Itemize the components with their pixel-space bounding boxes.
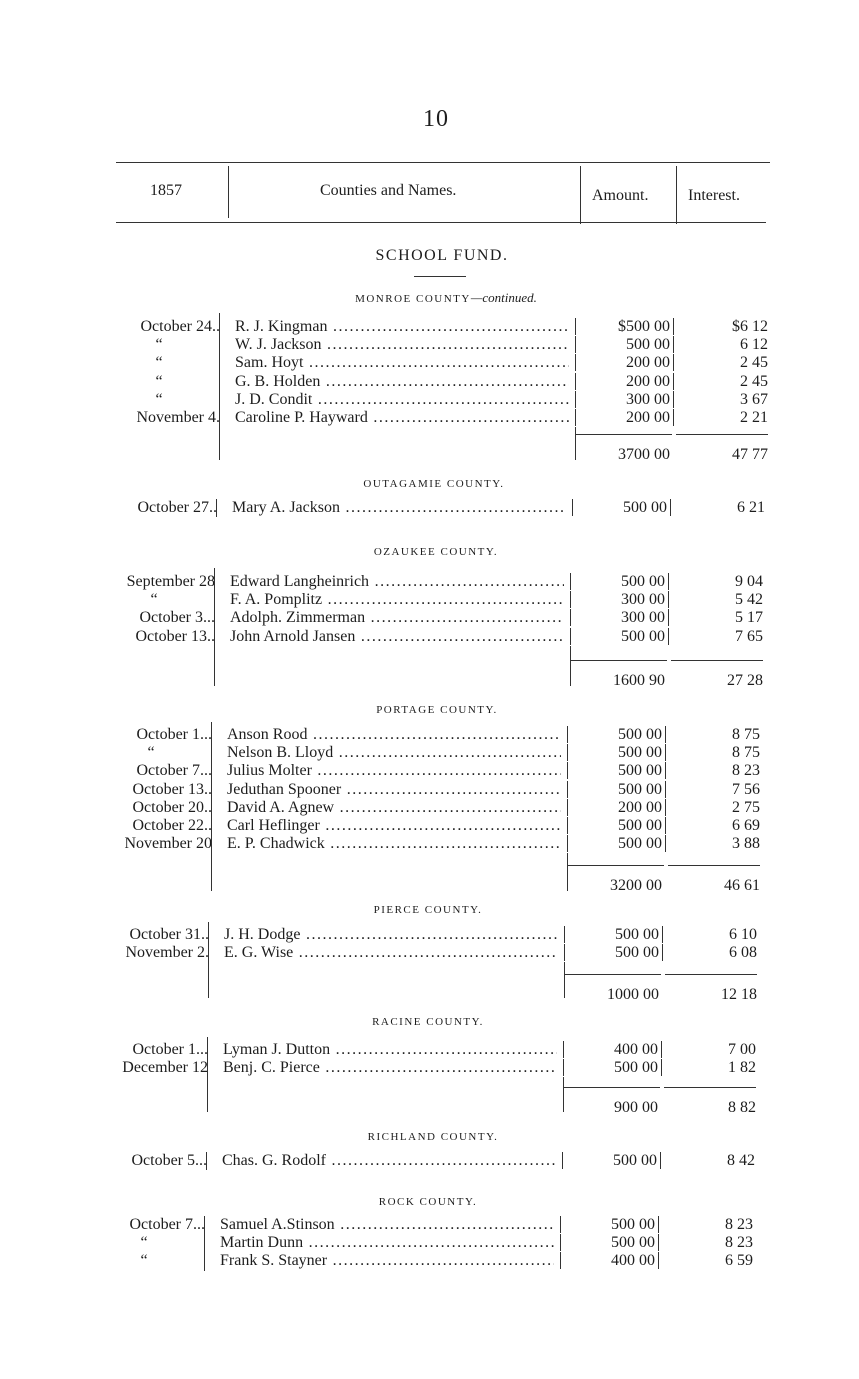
entry-date: November 2. [125, 944, 209, 962]
column-rule [575, 409, 576, 426]
header-names: Counties and Names. [320, 182, 457, 199]
header-interest: Interest. [688, 187, 740, 204]
column-rule [207, 1037, 208, 1112]
column-rule [563, 1041, 564, 1058]
ledger-row [0, 1152, 859, 1170]
entry-interest: 6 59 [725, 1252, 753, 1270]
entry-date: October 13.. [135, 627, 215, 645]
entry-name: Adolph. Zimmerman ..... [230, 609, 564, 627]
entry-interest: 5 17 [735, 609, 763, 627]
ledger-row [0, 391, 859, 409]
column-rule [665, 817, 666, 834]
column-rule [567, 762, 568, 779]
column-rule [575, 427, 576, 460]
header-rule-bottom [116, 222, 766, 223]
entry-amount: 500 00 [621, 573, 665, 590]
entry-amount: 500 00 [618, 835, 662, 853]
column-rule [564, 944, 565, 961]
total-amount: 1600 90 [613, 672, 665, 689]
column-rule [219, 313, 220, 460]
column-rule [560, 1234, 561, 1251]
entry-amount: 500 00 [618, 726, 662, 743]
column-rule [575, 373, 576, 390]
column-rule [575, 336, 576, 353]
ledger-row [0, 926, 859, 944]
county-heading [228, 904, 628, 916]
total-interest: 46 61 [724, 877, 760, 894]
county-name: RACINE COUNTY. [372, 1016, 484, 1028]
entry-interest: 8 23 [725, 1216, 753, 1233]
column-rule [665, 744, 666, 761]
column-rule [572, 499, 573, 516]
entry-name: E. P. Chadwick ..... [227, 835, 561, 853]
column-rule [665, 762, 666, 779]
entry-name: Nelson B. Lloyd ..... [227, 744, 561, 762]
total-rule [668, 865, 760, 866]
header-rule-top [116, 162, 770, 163]
entry-name: John Arnold Jansen ..... [230, 628, 564, 646]
column-rule [567, 744, 568, 761]
column-rule [570, 573, 571, 590]
column-rule [567, 781, 568, 798]
entry-amount: 500 00 [618, 762, 662, 780]
county-heading [228, 1196, 628, 1208]
entry-amount: 500 00 [614, 1059, 658, 1077]
column-rule [658, 1216, 659, 1233]
entry-amount: 300 00 [621, 591, 665, 609]
entry-amount: 500 00 [615, 926, 659, 943]
header-year: 1857 [150, 182, 182, 199]
column-rule [567, 835, 568, 852]
entry-name: Edward Langheinrich ..... [230, 573, 564, 591]
total-amount: 900 00 [614, 1099, 658, 1116]
entry-interest: 7 00 [728, 1041, 756, 1058]
column-rule [214, 568, 215, 686]
entry-name: Jeduthan Spooner ..... [227, 781, 561, 799]
ledger-row [0, 499, 859, 517]
ledger-row [0, 354, 859, 372]
column-rule [673, 409, 674, 426]
header-divider [676, 166, 677, 224]
column-rule [673, 373, 674, 390]
column-rule [665, 726, 666, 743]
entry-name: Caroline P. Hayward ..... [235, 409, 569, 427]
entry-interest: $6 12 [732, 318, 768, 335]
county-name: PORTAGE COUNTY. [376, 704, 498, 716]
page-number: 10 [423, 106, 449, 132]
entry-interest: 2 45 [740, 354, 768, 372]
entry-interest: 3 67 [740, 390, 768, 408]
entry-name: F. A. Pomplitz ..... [230, 591, 564, 609]
column-rule [575, 391, 576, 408]
ledger-row [0, 1216, 859, 1234]
entry-name: Julius Molter ..... [227, 762, 561, 780]
column-rule [567, 817, 568, 834]
column-rule [673, 391, 674, 408]
county-name: ROCK COUNTY. [378, 1196, 478, 1208]
county-heading [234, 478, 634, 490]
entry-interest: 3 88 [732, 835, 760, 853]
column-rule [570, 591, 571, 608]
entry-interest: 8 42 [727, 1152, 755, 1169]
column-rule [560, 1216, 561, 1233]
entry-date: October 3... [139, 609, 215, 627]
county-heading [228, 1016, 628, 1028]
entry-date: October 7... [129, 1216, 205, 1233]
column-rule [665, 781, 666, 798]
entry-amount: 200 00 [618, 798, 662, 816]
entry-interest: 6 69 [732, 817, 760, 834]
county-name: OUTAGAMIE COUNTY. [363, 478, 505, 490]
column-rule [567, 726, 568, 743]
entry-amount: 200 00 [626, 372, 670, 390]
ledger-row [0, 1252, 859, 1270]
entry-date: October 22.. [132, 817, 212, 834]
entry-name: Frank S. Stayner ..... [220, 1252, 554, 1270]
entry-date: “ [140, 1234, 148, 1252]
entry-date: October 1... [136, 726, 212, 743]
column-rule [570, 609, 571, 626]
column-rule [668, 609, 669, 626]
total-interest: 12 18 [721, 986, 757, 1003]
column-rule [670, 499, 671, 516]
column-rule [662, 944, 663, 961]
header-divider [228, 166, 229, 218]
entry-interest: 6 10 [729, 926, 757, 943]
ledger-row [0, 1234, 859, 1252]
ledger-row [0, 799, 859, 817]
entry-date: November 20 [124, 835, 212, 853]
entry-amount: 400 00 [614, 1041, 658, 1058]
column-rule [661, 1059, 662, 1076]
entry-date: October 1... [132, 1041, 208, 1058]
column-rule [665, 799, 666, 816]
entry-name: Carl Heflinger ..... [227, 817, 561, 835]
ledger-row [0, 835, 859, 853]
column-rule [216, 499, 217, 517]
county-name: OZAUKEE COUNTY. [373, 546, 499, 558]
column-rule [570, 646, 571, 686]
county-heading [246, 290, 646, 306]
entry-interest: 6 12 [740, 336, 768, 354]
total-rule [671, 660, 763, 661]
column-rule [206, 1152, 207, 1170]
entry-name: G. B. Holden ..... [235, 373, 569, 391]
column-rule [570, 628, 571, 645]
entry-interest: 2 75 [732, 798, 760, 816]
entry-name: J. D. Condit ..... [235, 391, 569, 409]
entry-amount: 500 00 [615, 944, 659, 962]
total-rule [565, 974, 661, 975]
entry-name: Martin Dunn ..... [220, 1234, 554, 1252]
ledger-row [0, 726, 859, 744]
column-rule [673, 354, 674, 371]
total-interest: 47 77 [732, 446, 768, 463]
ledger-row [0, 817, 859, 835]
county-name: PIERCE COUNTY. [373, 904, 483, 916]
county-continued-note: —continued. [470, 290, 537, 305]
ledger-row [0, 781, 859, 799]
total-rule [576, 434, 672, 435]
entry-name: Chas. G. Rodolf ..... [222, 1152, 556, 1170]
title-underline [414, 276, 466, 277]
total-amount: 3200 00 [610, 877, 662, 894]
entry-amount: 300 00 [621, 609, 665, 627]
column-rule [668, 591, 669, 608]
total-interest: 8 82 [728, 1099, 756, 1116]
entry-amount: 500 00 [621, 627, 665, 645]
entry-date: October 20.. [132, 798, 212, 816]
entry-amount: 400 00 [611, 1252, 655, 1270]
column-rule [662, 926, 663, 943]
entry-date: “ [155, 336, 163, 354]
entry-interest: 2 45 [740, 372, 768, 390]
column-rule [204, 1216, 205, 1271]
entry-amount: 500 00 [613, 1152, 657, 1169]
county-heading [236, 546, 636, 558]
ledger-row [0, 373, 859, 391]
entry-date: December 12 [122, 1059, 208, 1077]
total-rule [665, 974, 757, 975]
column-rule [563, 1077, 564, 1112]
entry-name: E. G. Wise ..... [224, 944, 558, 962]
entry-interest: 9 04 [735, 573, 763, 590]
entry-date: October 27.. [137, 499, 217, 516]
column-rule [575, 318, 576, 335]
entry-interest: 1 82 [728, 1059, 756, 1077]
entry-name: J. H. Dodge ..... [224, 926, 558, 944]
column-rule [560, 1252, 561, 1269]
column-rule [665, 835, 666, 852]
column-rule [673, 336, 674, 353]
column-rule [562, 1152, 563, 1169]
total-rule [664, 1087, 756, 1088]
entry-date: “ [155, 390, 163, 408]
section-title: SCHOOL FUND. [375, 247, 509, 264]
entry-interest: 6 08 [729, 944, 757, 962]
ledger-row [0, 318, 859, 336]
entry-amount: 500 00 [618, 780, 662, 798]
entry-name: Lyman J. Dutton ..... [223, 1041, 557, 1059]
entry-date: “ [155, 372, 163, 390]
ledger-row [0, 944, 859, 962]
column-rule [564, 926, 565, 943]
entry-name: Benj. C. Pierce ..... [223, 1059, 557, 1077]
column-rule [658, 1234, 659, 1251]
entry-date: October 24.. [140, 318, 220, 335]
entry-date: “ [150, 591, 158, 609]
entry-name: R. J. Kingman ..... [235, 318, 569, 336]
entry-amount: 500 00 [623, 499, 667, 516]
column-rule [658, 1252, 659, 1269]
total-rule [571, 660, 667, 661]
column-rule [660, 1152, 661, 1169]
county-name: MONROE COUNTY [355, 293, 471, 305]
total-amount: 1000 00 [607, 986, 659, 1003]
county-heading [237, 704, 637, 716]
entry-date: “ [140, 1252, 148, 1270]
entry-date: October 5... [131, 1152, 207, 1169]
county-name: RICHLAND COUNTY. [367, 1131, 499, 1143]
county-heading [233, 1131, 633, 1143]
column-rule [208, 922, 209, 998]
column-rule [575, 354, 576, 371]
column-rule [563, 1059, 564, 1076]
entry-name: Mary A. Jackson ..... [232, 499, 566, 517]
total-interest: 27 28 [727, 672, 763, 689]
ledger-row [0, 609, 859, 627]
entry-interest: 6 21 [737, 499, 765, 516]
column-rule [567, 853, 568, 891]
entry-date: September 28 [126, 573, 215, 590]
ledger-row [0, 409, 859, 427]
column-rule [567, 799, 568, 816]
entry-amount: 500 00 [618, 817, 662, 834]
entry-amount: 200 00 [626, 409, 670, 426]
ledger-row [0, 573, 859, 591]
column-rule [211, 722, 212, 891]
header-divider [580, 166, 581, 224]
total-rule [568, 865, 664, 866]
entry-name: Samuel A.Stinson ..... [220, 1216, 554, 1234]
entry-date: October 7... [136, 762, 212, 780]
entry-interest: 8 75 [732, 744, 760, 762]
ledger-row [0, 1059, 859, 1077]
entry-date: “ [155, 354, 163, 372]
ledger-row [0, 744, 859, 762]
entry-date: October 31.. [129, 926, 209, 943]
entry-date: November 4. [136, 409, 220, 426]
column-rule [673, 318, 674, 335]
entry-name: W. J. Jackson ..... [235, 336, 569, 354]
entry-amount: 500 00 [611, 1234, 655, 1252]
entry-interest: 7 56 [732, 780, 760, 798]
entry-interest: 5 42 [735, 591, 763, 609]
entry-interest: 8 23 [732, 762, 760, 780]
header-amount: Amount. [592, 187, 649, 204]
column-rule [668, 573, 669, 590]
ledger-row [0, 762, 859, 780]
entry-amount: 500 00 [611, 1216, 655, 1233]
entry-name: David A. Agnew ..... [227, 799, 561, 817]
entry-date: “ [147, 744, 155, 762]
entry-date: October 13.. [132, 780, 212, 798]
entry-interest: 7 65 [735, 627, 763, 645]
entry-interest: 8 75 [732, 726, 760, 743]
total-rule [676, 434, 768, 435]
column-rule [564, 962, 565, 998]
column-rule [668, 628, 669, 645]
ledger-row [0, 1041, 859, 1059]
ledger-row [0, 591, 859, 609]
entry-name: Anson Rood ..... [227, 726, 561, 744]
total-amount: 3700 00 [618, 446, 670, 463]
ledger-row [0, 628, 859, 646]
total-rule [564, 1087, 660, 1088]
ledger-row [0, 336, 859, 354]
entry-amount: 300 00 [626, 390, 670, 408]
entry-name: Sam. Hoyt ..... [235, 354, 569, 372]
entry-amount: 500 00 [626, 336, 670, 354]
entry-interest: 2 21 [740, 409, 768, 426]
entry-amount: 200 00 [626, 354, 670, 372]
column-rule [661, 1041, 662, 1058]
entry-interest: 8 23 [725, 1234, 753, 1252]
entry-amount: 500 00 [618, 744, 662, 762]
entry-amount: $500 00 [618, 318, 670, 335]
